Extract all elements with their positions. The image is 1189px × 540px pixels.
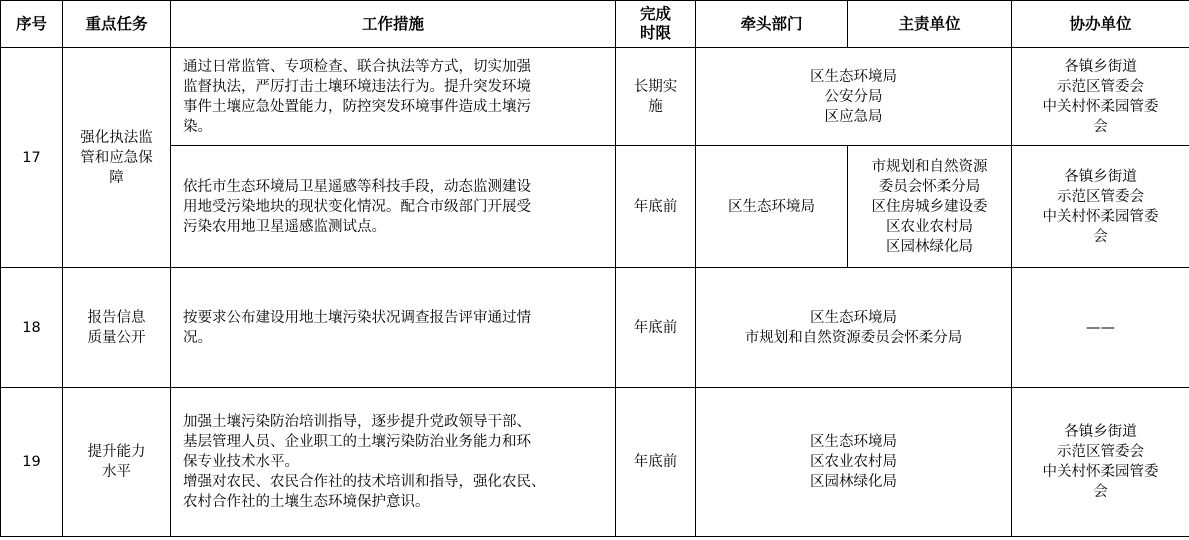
seq-cell: 19 [1,388,63,537]
deadline-cell: 年底前 [616,146,696,268]
header-deadline-line: 完成 [639,5,671,23]
task-line: 强化执法监 [80,129,153,146]
table-row-19 [1,388,1189,537]
assist-line: 会 [1093,484,1108,500]
header-task: 重点任务 [63,1,171,48]
assist-line: 中关村怀柔园管委 [1042,98,1159,115]
deadline-cell: 年底前 [616,388,696,537]
measure-line: 基层管理人员、企业职工的土壤污染防治业务能力和环 [183,434,531,450]
assist-line: 中关村怀柔园管委 [1042,208,1159,225]
measure-line: 污染农用地卫星遥感监测试点。 [183,218,386,235]
task-line: 提升能力 [87,444,146,460]
measure-cell [171,268,616,388]
assist-line: 示范区管委会 [1057,444,1144,460]
unit-line: 区园林绿化局 [810,474,897,490]
measure-cell [171,146,616,268]
main-line: 委员会怀柔分局 [878,178,981,195]
lead-cell: 区生态环境局 [696,146,848,268]
task-cell [63,388,171,537]
unit-line: 市规划和自然资源委员会怀柔分局 [744,329,963,346]
header-deadline [616,1,696,48]
deadline-cell: 年底前 [616,268,696,388]
assist-line: 各镇乡街道 [1064,424,1137,440]
task-line: 报告信息 [87,309,146,326]
measure-line: 保专业技术水平。 [183,454,299,470]
lead-main-cell [696,268,1012,388]
measure-line: 通过日常监管、专项检查、联合执法等方式，切实加强 [183,58,531,75]
table-row-18 [1,268,1189,388]
deadline-cell [616,48,696,146]
task-line: 障 [109,169,124,186]
assist-line: 会 [1093,228,1108,245]
assist-line: 各镇乡街道 [1064,58,1137,75]
assist-line: 会 [1093,118,1108,135]
measure-line: 事件土壤应急处置能力，防控突发环境事件造成土壤污 [183,98,531,115]
task-line: 管和应急保 [80,149,153,166]
lead-main-cell [696,388,1012,537]
measure-cell [171,388,616,537]
lead-main-cell [696,48,1012,146]
header-row [1,1,1189,48]
seq-cell: 17 [1,48,63,268]
assist-cell [1012,48,1189,146]
measure-line: 用地受污染地块的现状变化情况。配合市级部门开展受 [183,198,531,215]
measure-line: 依托市生态环境局卫星遥感等科技手段，动态监测建设 [183,178,531,195]
unit-line: 区生态环境局 [810,434,897,450]
task-cell [63,48,171,268]
deadline-line: 施 [648,98,663,115]
main-line: 区园林绿化局 [886,238,973,255]
measure-line: 况。 [183,329,212,346]
assist-cell: —— [1012,268,1189,388]
table-row-17a [1,48,1189,146]
seq-cell: 18 [1,268,63,388]
task-line: 水平 [102,464,131,480]
header-measures: 工作措施 [171,1,616,48]
main-line: 市规划和自然资源 [871,158,988,175]
main-cell [848,146,1012,268]
header-lead: 牵头部门 [696,1,848,48]
measure-line: 加强土壤污染防治培训指导，逐步提升党政领导干部、 [183,414,531,430]
measure-cell [171,48,616,146]
main-line: 区住房城乡建设委 [871,198,988,215]
task-cell [63,268,171,388]
unit-line: 区生态环境局 [810,68,897,85]
assist-line: 各镇乡街道 [1064,168,1137,185]
unit-line: 区应急局 [824,108,883,125]
task-line: 质量公开 [87,329,146,346]
assist-line: 中关村怀柔园管委 [1042,464,1159,480]
assist-cell [1012,146,1189,268]
header-main: 主责单位 [848,1,1012,48]
measure-line: 增强对农民、农民合作社的技术培训和指导，强化农民、 [183,474,546,490]
assist-line: 示范区管委会 [1057,188,1144,205]
header-deadline-line: 时限 [639,24,671,42]
table-row-17b [1,146,1189,268]
main-line: 区农业农村局 [886,218,973,235]
measure-line: 农村合作社的土壤生态环境保护意识。 [183,494,430,510]
measure-line: 染。 [183,118,212,135]
unit-line: 公安分局 [824,88,883,105]
unit-line: 区农业农村局 [810,454,897,470]
header-assist: 协办单位 [1012,1,1189,48]
assist-cell [1012,388,1189,537]
deadline-line: 长期实 [633,78,678,95]
header-seq: 序号 [1,1,63,48]
unit-line: 区生态环境局 [810,309,897,326]
assist-line: 示范区管委会 [1057,78,1144,95]
measure-line: 监督执法，严厉打击土壤环境违法行为。提升突发环境 [183,78,531,95]
measure-line: 按要求公布建设用地土壤污染状况调查报告评审通过情 [183,309,531,326]
